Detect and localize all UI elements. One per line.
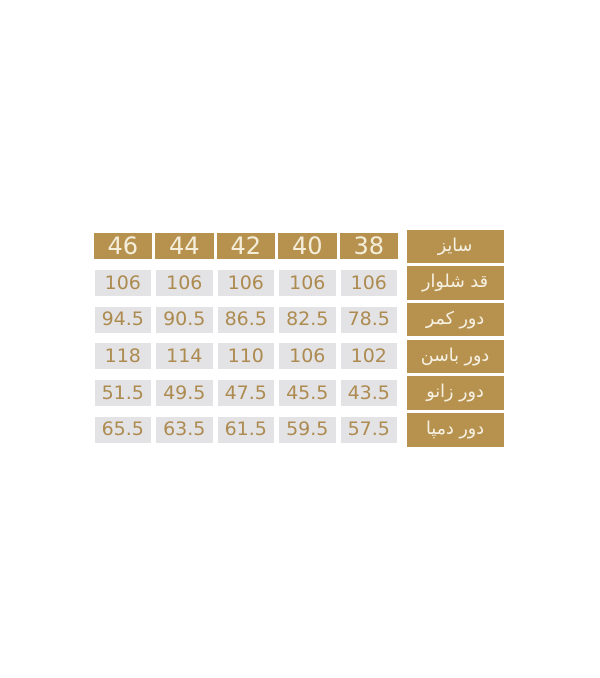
column-gap xyxy=(400,246,407,247)
row-label-cell: قد شلوار xyxy=(407,266,504,300)
value-cell: 110 xyxy=(218,343,275,369)
size-header-cell: 42 xyxy=(217,233,276,259)
size-header-cell: 38 xyxy=(340,233,399,259)
table-row-leg-opening xyxy=(92,411,504,448)
column-gap xyxy=(400,283,407,284)
value-cell: 106 xyxy=(341,270,398,296)
value-cell: 57.5 xyxy=(341,417,398,443)
column-gap xyxy=(400,356,407,357)
row-label-cell: دور باسن xyxy=(407,340,504,374)
value-cell: 59.5 xyxy=(279,417,336,443)
value-cell: 45.5 xyxy=(279,380,336,406)
size-header-cell: 44 xyxy=(155,233,214,259)
value-cell: 78.5 xyxy=(341,307,398,333)
value-cell: 65.5 xyxy=(95,417,152,443)
value-cell: 51.5 xyxy=(95,380,152,406)
row-label-cell: دور دمپا xyxy=(407,413,504,447)
value-cell: 82.5 xyxy=(279,307,336,333)
value-cell: 47.5 xyxy=(218,380,275,406)
value-cell: 114 xyxy=(156,343,213,369)
row-label-cell: دور زانو xyxy=(407,376,504,410)
value-cell: 106 xyxy=(95,270,152,296)
column-gap xyxy=(400,429,407,430)
size-chart-table xyxy=(92,228,504,448)
value-cell: 102 xyxy=(341,343,398,369)
value-cell: 86.5 xyxy=(218,307,275,333)
value-cell: 118 xyxy=(95,343,152,369)
value-cell: 106 xyxy=(279,270,336,296)
row-label-cell: دور کمر xyxy=(407,303,504,337)
column-gap xyxy=(400,319,407,320)
column-gap xyxy=(400,393,407,394)
table-row-waist xyxy=(92,301,504,338)
table-row-pants-length xyxy=(92,265,504,302)
value-cell: 63.5 xyxy=(156,417,213,443)
table-row-knee xyxy=(92,375,504,412)
value-cell: 94.5 xyxy=(95,307,152,333)
size-header-cell: 40 xyxy=(278,233,337,259)
value-cell: 49.5 xyxy=(156,380,213,406)
value-cell: 106 xyxy=(156,270,213,296)
header-label-cell: سایز xyxy=(407,230,504,264)
size-header-cell: 46 xyxy=(94,233,153,259)
value-cell: 43.5 xyxy=(341,380,398,406)
table-header-row xyxy=(92,228,504,265)
value-cell: 90.5 xyxy=(156,307,213,333)
table-row-hip xyxy=(92,338,504,375)
value-cell: 61.5 xyxy=(218,417,275,443)
value-cell: 106 xyxy=(279,343,336,369)
value-cell: 106 xyxy=(218,270,275,296)
